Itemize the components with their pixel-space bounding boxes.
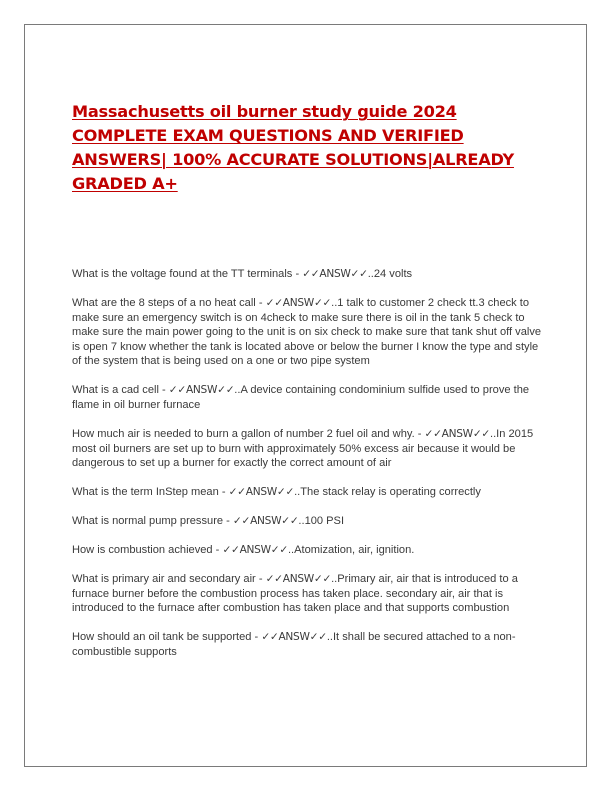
question-text: What is a cad cell bbox=[72, 384, 159, 397]
question-text: How should an oil tank be supported bbox=[72, 631, 252, 644]
answer-text: ..Primary air, air that is introduced to a furnace burner before the combustion process has taken place. secondary air, air that is introduced to the furnace after combustion has taken place and that supports combustion bbox=[72, 573, 518, 615]
separator: - bbox=[158, 384, 169, 397]
question-text: What is the voltage found at the TT terminals bbox=[72, 268, 293, 280]
answer-text: ..1 talk to customer 2 check tt.3 check to make sure an emergency switch is on 4check to make sure there is oil in the tank 5 check to make sure the main power going to the unit is on six check to make sure that tank shut off valve is open 7 know whether the tank is located above or below the burner I know the type and style of the system that is being used on a one or two pipe system bbox=[72, 296, 542, 368]
answer-text: ..Atomization, air, ignition. bbox=[287, 544, 415, 557]
answer-text: ..It shall be secured attached to a non-combustible supports bbox=[72, 631, 516, 658]
answer-marker: ✓✓ANSW✓✓ bbox=[222, 544, 288, 557]
question-text: How much air is needed to burn a gallon of number 2 fuel oil and why. bbox=[72, 427, 415, 440]
separator: - bbox=[223, 515, 233, 528]
separator: - bbox=[414, 427, 425, 440]
answer-marker: ✓✓ANSW✓✓ bbox=[168, 384, 235, 397]
qa-item bbox=[72, 572, 544, 616]
separator: - bbox=[212, 544, 223, 557]
qa-list bbox=[72, 267, 544, 674]
document-title: Massachusetts oil burner study guide 2024 COMPLETE EXAM QUESTIONS AND VERIFIED ANSWERS| 100% ACCURATE SOLUTIONS|ALREADY GRADED A+ bbox=[72, 102, 514, 193]
qa-item bbox=[72, 383, 544, 412]
separator: - bbox=[218, 486, 229, 499]
qa-item bbox=[72, 543, 544, 558]
answer-marker: ✓✓ANSW✓✓ bbox=[228, 486, 295, 499]
separator: - bbox=[255, 296, 266, 309]
question-text: What is normal pump pressure bbox=[72, 515, 224, 528]
qa-item bbox=[72, 485, 544, 500]
answer-marker: ✓✓ANSW✓✓ bbox=[265, 296, 332, 309]
answer-marker: ✓✓ANSW✓✓ bbox=[302, 268, 368, 280]
answer-text: ..100 PSI bbox=[298, 515, 345, 528]
answer-marker: ✓✓ANSW✓✓ bbox=[261, 631, 327, 644]
answer-text: ..The stack relay is operating correctly bbox=[294, 486, 481, 499]
question-text: What is the term InStep mean bbox=[72, 486, 219, 499]
answer-marker: ✓✓ANSW✓✓ bbox=[424, 427, 491, 440]
qa-item bbox=[72, 296, 544, 369]
qa-item bbox=[72, 267, 544, 282]
question-text: How is combustion achieved bbox=[72, 544, 213, 557]
answer-text: ..In 2015 most oil burners are set up to burn with approximately 50% excess air because it would be dangerous to set up a burner for exactly the correct amount of air bbox=[72, 427, 534, 470]
answer-marker: ✓✓ANSW✓✓ bbox=[232, 515, 299, 528]
answer-text: ..24 volts bbox=[367, 268, 413, 280]
question-text: What is primary air and secondary air bbox=[72, 573, 256, 586]
separator: - bbox=[251, 631, 262, 644]
answer-marker: ✓✓ANSW✓✓ bbox=[265, 573, 332, 586]
qa-item bbox=[72, 630, 544, 659]
qa-item bbox=[72, 427, 544, 471]
question-text: What are the 8 steps of a no heat call bbox=[72, 296, 256, 309]
answer-text: ..A device containing condominium sulfide used to prove the flame in oil burner furnace bbox=[72, 384, 530, 411]
separator: - bbox=[255, 573, 266, 586]
separator: - bbox=[292, 268, 303, 280]
qa-item bbox=[72, 514, 544, 529]
